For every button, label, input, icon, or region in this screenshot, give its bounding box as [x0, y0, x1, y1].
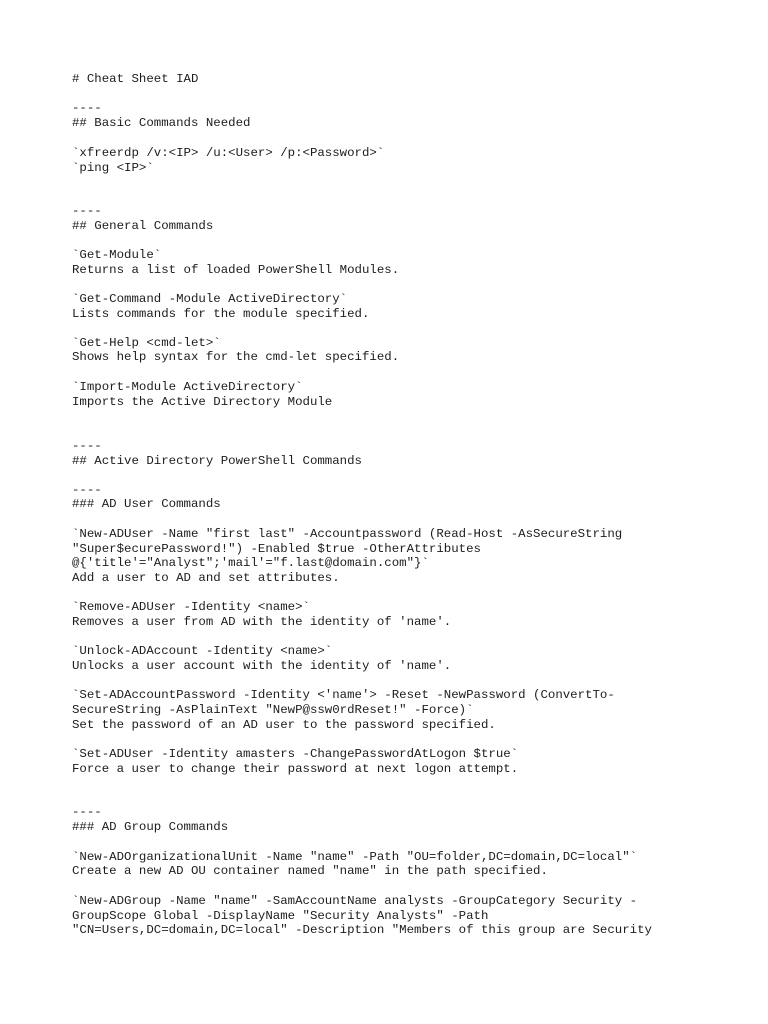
code-line: GroupScope Global -DisplayName "Security Analysts" -Path	[72, 909, 489, 923]
code-line: "CN=Users,DC=domain,DC=local" -Description "Members of this group are Security	[72, 923, 652, 937]
horizontal-rule: ----	[72, 439, 102, 453]
section-heading: ## Basic Commands Needed	[72, 116, 251, 130]
document-title: # Cheat Sheet IAD	[72, 72, 199, 86]
horizontal-rule: ----	[72, 483, 102, 497]
section-heading: ## Active Directory PowerShell Commands	[72, 454, 362, 468]
code-line: `Get-Command -Module ActiveDirectory`	[72, 292, 348, 306]
code-line: SecureString -AsPlainText "NewP@ssw0rdReset!" -Force)`	[72, 703, 474, 717]
code-line: `New-ADGroup -Name "name" -SamAccountName analysts -GroupCategory Security -	[72, 894, 638, 908]
code-line: `Unlock-ADAccount -Identity <name>`	[72, 644, 333, 658]
section-heading: ## General Commands	[72, 219, 214, 233]
horizontal-rule: ----	[72, 101, 102, 115]
code-line: `Import-Module ActiveDirectory`	[72, 380, 303, 394]
code-line: `Get-Help <cmd-let>`	[72, 336, 221, 350]
description-line: Add a user to AD and set attributes.	[72, 571, 340, 585]
description-line: Returns a list of loaded PowerShell Modules.	[72, 263, 400, 277]
description-line: Lists commands for the module specified.	[72, 307, 370, 321]
subsection-heading: ### AD User Commands	[72, 497, 221, 511]
code-line: `New-ADUser -Name "first last" -Accountpassword (Read-Host -AsSecureString	[72, 527, 623, 541]
horizontal-rule: ----	[72, 204, 102, 218]
code-line: `ping <IP>`	[72, 161, 154, 175]
description-line: Set the password of an AD user to the password specified.	[72, 718, 496, 732]
subsection-heading: ### AD Group Commands	[72, 820, 229, 834]
description-line: Shows help syntax for the cmd-let specified.	[72, 350, 400, 364]
description-line: Force a user to change their password at next logon attempt.	[72, 762, 519, 776]
code-line: `Set-ADUser -Identity amasters -ChangePasswordAtLogon $true`	[72, 747, 519, 761]
description-line: Create a new AD OU container named "name" in the path specified.	[72, 864, 548, 878]
horizontal-rule: ----	[72, 805, 102, 819]
code-line: `Set-ADAccountPassword -Identity <'name'> -Reset -NewPassword (ConvertTo-	[72, 688, 615, 702]
code-line: "Super$ecurePassword!") -Enabled $true -OtherAttributes	[72, 542, 481, 556]
code-line: `Get-Module`	[72, 248, 162, 262]
code-line: `Remove-ADUser -Identity <name>`	[72, 600, 310, 614]
description-line: Unlocks a user account with the identity of 'name'.	[72, 659, 452, 673]
code-line: @{'title'="Analyst";'mail'="f.last@domain.com"}`	[72, 556, 429, 570]
description-line: Imports the Active Directory Module	[72, 395, 333, 409]
code-line: `New-ADOrganizationalUnit -Name "name" -Path "OU=folder,DC=domain,DC=local"`	[72, 850, 638, 864]
code-line: `xfreerdp /v:<IP> /u:<User> /p:<Password>`	[72, 146, 385, 160]
description-line: Removes a user from AD with the identity of 'name'.	[72, 615, 452, 629]
